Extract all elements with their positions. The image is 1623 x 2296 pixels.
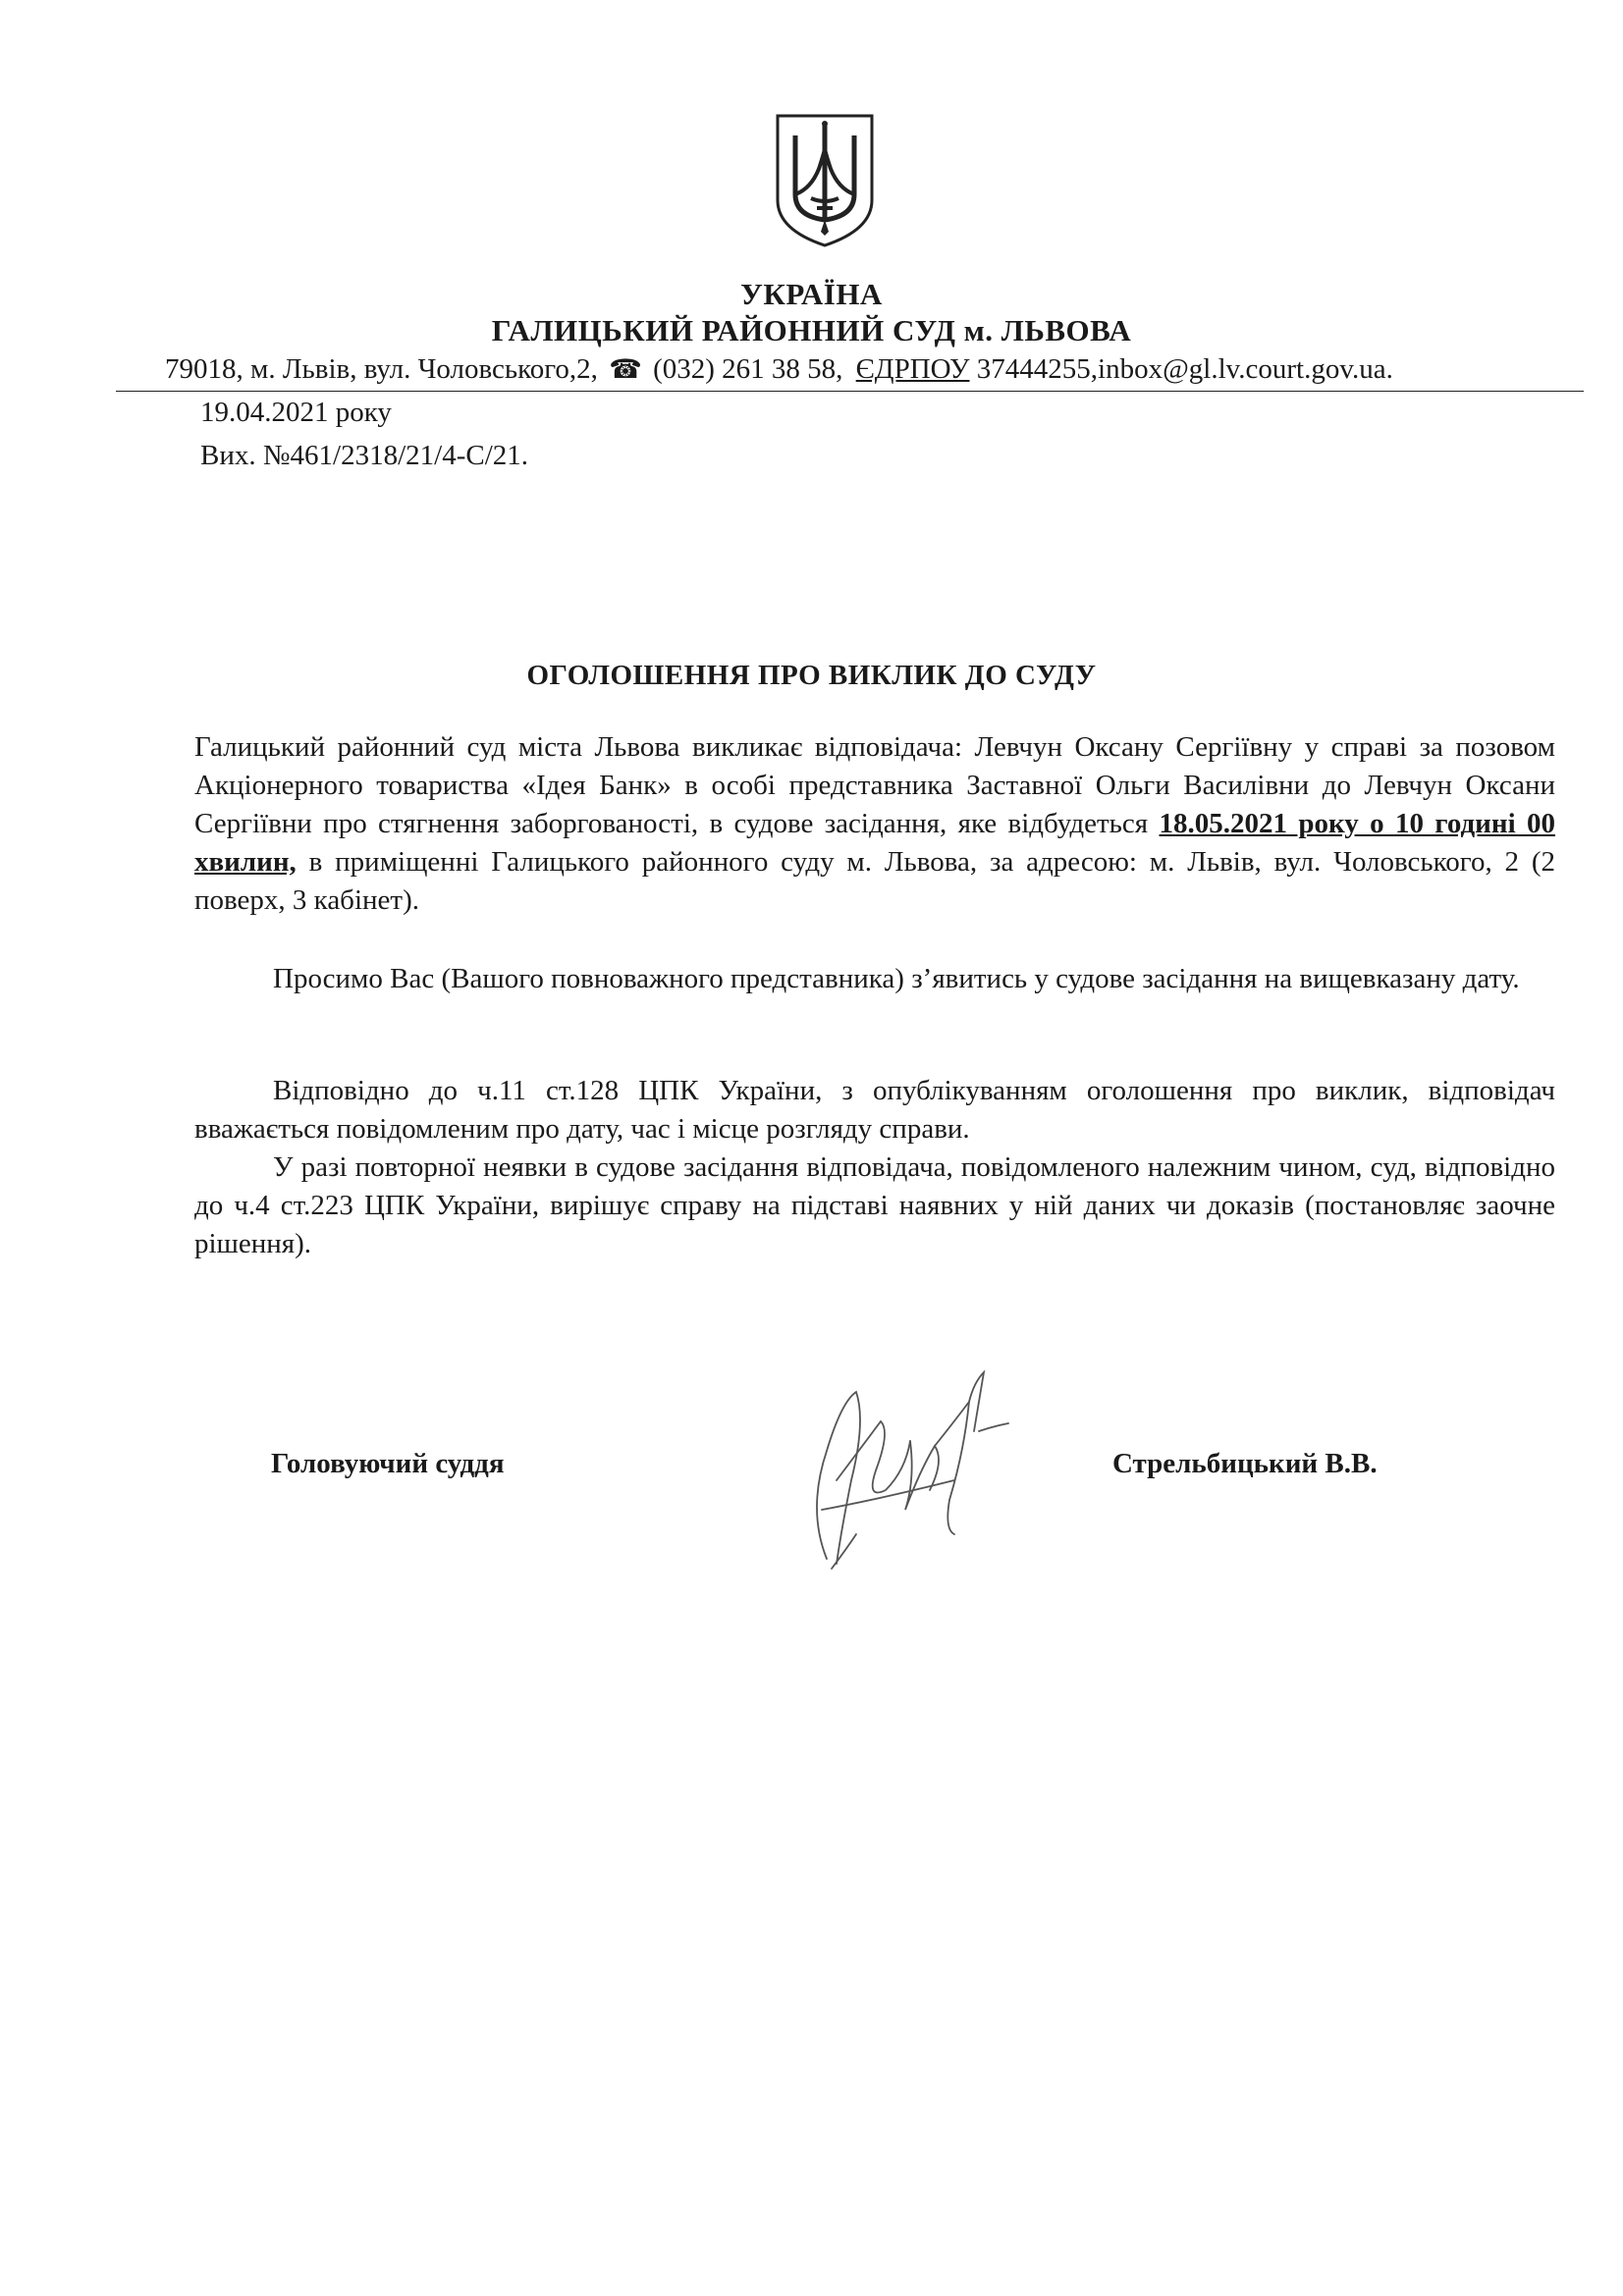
telephone-icon: ☎ [609,354,642,384]
handwritten-signature-icon [797,1362,1033,1593]
hearing-datetime: 18.05.2021 року о 10 годині 00 хвилин, [194,808,1555,878]
paragraph-absence-consequence: У разі повторної неявки в судове засідання відповідача, повідомленого належним чином, суд, відповідно до ч.4 ст.223 ЦПК України, вирішує справу на підставі наявних у ній даних чи доказів (постановляє заочне рішення). [194,1151,1555,1259]
edrpou-and-email: 37444255,inbox@gl.lv.court.gov.ua. [976,353,1393,385]
outgoing-number: Вих. №461/2318/21/4-С/21. [200,440,529,471]
paragraph-request: Просимо Вас (Вашого повноважного представника) з’явитись у судове засідання на вищевказану дату. [273,963,1520,994]
court-name-heading: ГАЛИЦЬКИЙ РАЙОННИЙ СУД м. ЛЬВОВА [491,313,1132,347]
address-text: 79018, м. Львів, вул. Чоловського,2, [165,353,598,385]
edrpou-label: ЄДРПОУ [855,353,970,385]
document-title: ОГОЛОШЕННЯ ПРО ВИКЛИК ДО СУДУ [526,660,1097,691]
judge-name: Стрельбицький В.В. [1112,1448,1378,1479]
phone-text: (032) 261 38 58, [653,353,843,385]
document-date: 19.04.2021 року [200,397,392,428]
ukraine-trident-emblem-icon [772,110,878,249]
summons-text-start: Галицький районний суд міста Львова викликає відповідача: Левчун Оксану Сергіївну у справі за позовом Акціонерного товариства «Ідея Банк» в особі представника Заставної Ольги Василівни до Левчун Оксани Сергіївни про стягнення заборгованості, в судове засідання, яке відбудеться [194,731,1555,839]
paragraph-legal-basis: Відповідно до ч.11 ст.128 ЦПК України, з опублікуванням оголошення про виклик, відповідач вважається повідомленим про дату, час і місце розгляду справи. [194,1075,1555,1145]
header-divider [116,391,1584,392]
paragraph-summons [194,728,1555,920]
presiding-judge-label: Головуючий суддя [271,1448,505,1479]
summons-text-end: в приміщенні Галицького районного суду м. Львова, за адресою: м. Львів, вул. Чоловського, 2 (2 поверх, 3 кабінет). [194,846,1555,916]
country-heading: УКРАЇНА [740,277,883,311]
court-address-line [165,353,1579,386]
